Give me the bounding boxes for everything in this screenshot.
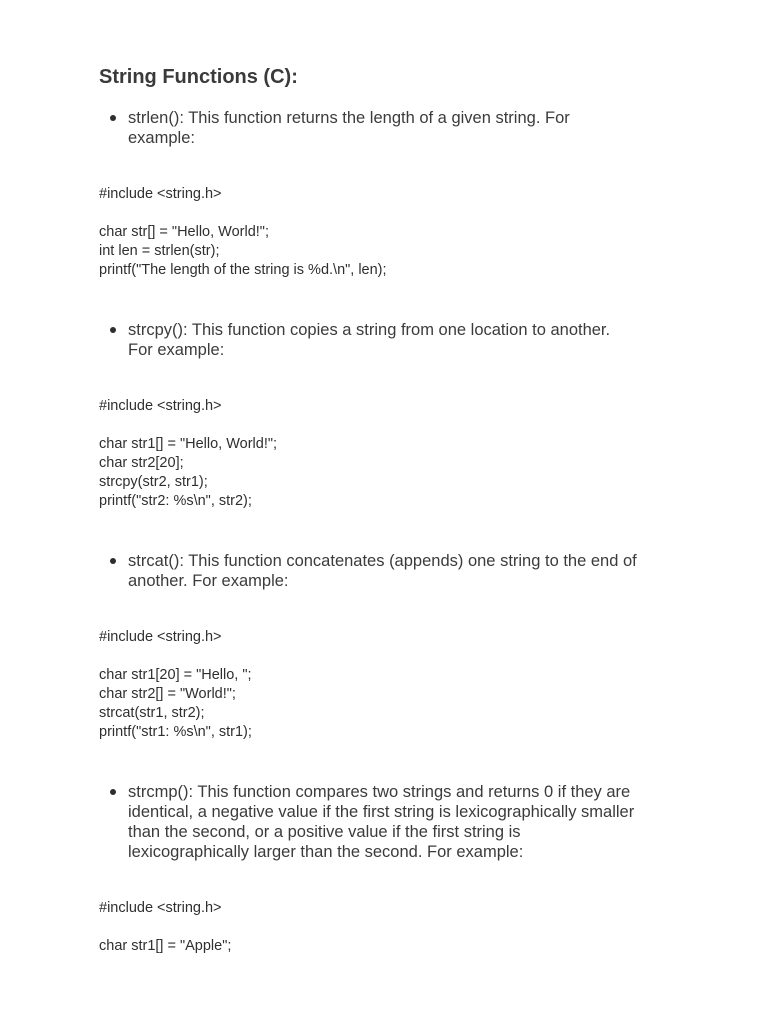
bullet-dot-icon <box>110 115 116 121</box>
code-line: char str2[] = "World!"; <box>99 686 236 702</box>
description-line: another. For example: <box>128 572 289 590</box>
description-line: example: <box>128 129 195 147</box>
function-section-strlen <box>99 108 679 280</box>
code-block-strcpy <box>99 397 679 511</box>
code-line: #include <string.h> <box>99 629 222 645</box>
code-block-strcat <box>99 628 679 742</box>
description-line: identical, a negative value if the first string is lexicographically smaller <box>128 803 635 821</box>
description-line: lexicographically larger than the second. For example: <box>128 843 524 861</box>
code-line: char str[] = "Hello, World!"; <box>99 224 269 240</box>
bullet-item-strcpy <box>99 320 679 360</box>
code-line: #include <string.h> <box>99 900 222 916</box>
code-block-strlen <box>99 185 679 280</box>
bullet-dot-icon <box>110 558 116 564</box>
document-page <box>99 60 679 956</box>
description-line: strcpy(): This function copies a string from one location to another. <box>128 321 611 339</box>
code-line: #include <string.h> <box>99 398 222 414</box>
page-title: String Functions (C): <box>99 66 298 88</box>
code-line <box>99 918 679 937</box>
function-section-strcpy <box>99 320 679 511</box>
bullet-item-strcmp <box>99 782 679 862</box>
code-line: printf("str2: %s\n", str2); <box>99 493 252 509</box>
bullet-item-strlen <box>99 108 679 148</box>
bullet-dot-icon <box>110 327 116 333</box>
code-line: char str1[] = "Hello, World!"; <box>99 436 278 452</box>
description-line: strcat(): This function concatenates (appends) one string to the end of <box>128 552 637 570</box>
description-line: strlen(): This function returns the length of a given string. For <box>128 109 570 127</box>
bullet-item-strcat <box>99 551 679 591</box>
code-line <box>99 416 679 435</box>
code-line: printf("str1: %s\n", str1); <box>99 724 252 740</box>
code-line: char str1[20] = "Hello, "; <box>99 667 252 683</box>
code-line: strcat(str1, str2); <box>99 705 205 721</box>
bullet-dot-icon <box>110 789 116 795</box>
code-line: char str1[] = "Apple"; <box>99 938 232 954</box>
code-line <box>99 204 679 223</box>
description-line: For example: <box>128 341 225 359</box>
code-block-strcmp <box>99 899 679 956</box>
description-line: than the second, or a positive value if the first string is <box>128 823 521 841</box>
description-line: strcmp(): This function compares two strings and returns 0 if they are <box>128 783 631 801</box>
function-section-strcat <box>99 551 679 742</box>
code-line: #include <string.h> <box>99 186 222 202</box>
code-line: strcpy(str2, str1); <box>99 474 208 490</box>
code-line: int len = strlen(str); <box>99 243 220 259</box>
function-section-strcmp <box>99 782 679 956</box>
code-line: char str2[20]; <box>99 455 184 471</box>
code-line <box>99 647 679 666</box>
code-line: printf("The length of the string is %d.\n", len); <box>99 262 387 278</box>
